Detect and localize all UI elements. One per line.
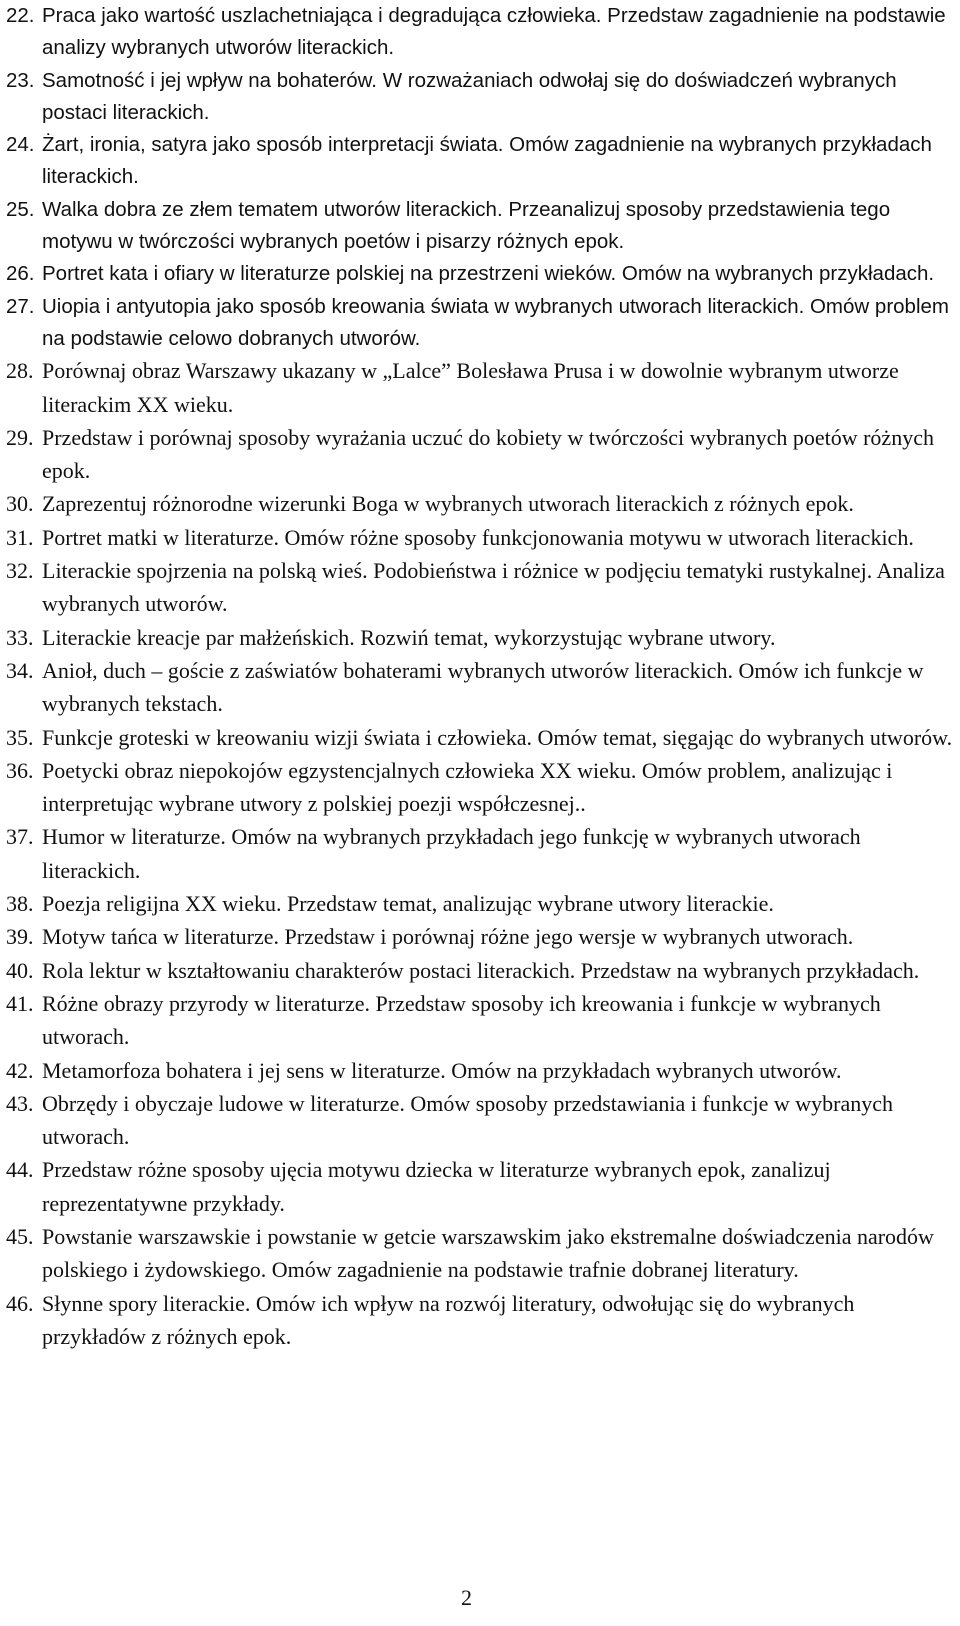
topic-text: Samotność i jej wpływ na bohaterów. W rozważaniach odwołaj się do doświadczeń wybranych postaci literackich. — [42, 68, 897, 124]
topic-text: Obrzędy i obyczaje ludowe w literaturze. Omów sposoby przedstawiania i funkcje w wybranych utworach. — [42, 1090, 893, 1150]
topic-text: Żart, ironia, satyra jako sposób interpretacji świata. Omów zagadnienie na wybranych przykładach literackich. — [42, 133, 932, 189]
topic-item — [6, 989, 954, 1056]
topic-item — [6, 423, 954, 490]
topic-number: 29. — [6, 424, 34, 450]
topic-number: 42. — [6, 1057, 34, 1083]
topic-item — [6, 1056, 954, 1089]
topic-text: Portret matki w literaturze. Omów różne sposoby funkcjonowania motywu w utworach literackich. — [42, 524, 914, 550]
topic-text: Literackie kreacje par małżeńskich. Rozwiń temat, wykorzystując wybrane utwory. — [42, 624, 776, 650]
topic-number: 33. — [6, 624, 34, 650]
topic-text: Portret kata i ofiary w literaturze polskiej na przestrzeni wieków. Omów na wybranych przykładach. — [42, 262, 935, 286]
topic-text: Funkcje groteski w kreowaniu wizji świata i człowieka. Omów temat, sięgając do wybranych utworów. — [42, 724, 953, 750]
topic-number: 38. — [6, 891, 34, 917]
topic-number: 40. — [6, 957, 34, 983]
topic-item — [6, 1155, 954, 1222]
topic-item — [6, 1089, 954, 1156]
topic-text: Poezja religijna XX wieku. Przedstaw temat, analizując wybrane utwory literackie. — [42, 891, 774, 917]
topic-number: 35. — [6, 724, 34, 750]
topic-item — [6, 756, 954, 823]
topic-number: 25. — [6, 197, 35, 221]
topic-number: 26. — [6, 262, 35, 286]
topic-number: 44. — [6, 1157, 34, 1183]
topic-text: Metamorfoza bohatera i jej sens w literaturze. Omów na przykładach wybranych utworów. — [42, 1057, 842, 1083]
topic-number: 46. — [6, 1290, 34, 1316]
topic-text: Przedstaw różne sposoby ujęcia motywu dziecka w literaturze wybranych epok, zanalizuj reprezentatywne przykłady. — [42, 1157, 831, 1216]
topic-number: 41. — [6, 990, 34, 1016]
topic-number: 43. — [6, 1090, 34, 1116]
topic-text: Słynne spory literackie. Omów ich wpływ na rozwój literatury, odwołując się do wybranych przykładów z różnych epok. — [42, 1290, 855, 1349]
topic-item — [6, 822, 954, 889]
topic-item — [6, 889, 954, 922]
topic-text: Literackie spojrzenia na polską wieś. Podobieństwa i różnice w podjęciu tematyki rustykalnej. Analiza wybranych utworów. — [42, 558, 945, 617]
topic-item — [6, 259, 954, 291]
topic-text: Powstanie warszawskie i powstanie w getcie warszawskim jako ekstremalne doświadczenia narodów polskiego i żydowskiego. Omów zagadnienie na podstawie trafnie dobranej literatury. — [42, 1223, 934, 1283]
topic-text: Motyw tańca w literaturze. Przedstaw i porównaj różne jego wersje w wybranych utworach. — [42, 924, 854, 950]
topic-item — [6, 723, 954, 756]
topic-number: 27. — [6, 294, 35, 318]
topic-number: 23. — [6, 68, 35, 92]
topic-text: Humor w literaturze. Omów na wybranych przykładach jego funkcję w wybranych utworach literackich. — [42, 824, 861, 883]
topic-list — [6, 1, 954, 1355]
topic-item — [6, 922, 954, 955]
topic-text: Uiopia i antyutopia jako sposób kreowania świata w wybranych utworach literackich. Omów problem na podstawie celowo dobranych utworów. — [42, 294, 949, 350]
topic-text: Walka dobra ze złem tematem utworów literackich. Przeanalizuj sposoby przedstawienia tego motywu w twórczości wybranych poetów i pisarzy różnych epok. — [42, 197, 891, 254]
topic-text: Przedstaw i porównaj sposoby wyrażania uczuć do kobiety w twórczości wybranych poetów różnych epok. — [42, 424, 934, 484]
topic-item — [6, 1222, 954, 1289]
topic-item — [6, 1, 954, 66]
page-number: 2 — [461, 1585, 472, 1610]
topic-number: 31. — [6, 524, 34, 550]
topic-item — [6, 523, 954, 556]
topic-item — [6, 489, 954, 522]
topic-text: Praca jako wartość uszlachetniająca i degradująca człowieka. Przedstaw zagadnienie na podstawie analizy wybranych utworów literackich. — [42, 4, 946, 60]
topic-number: 22. — [6, 4, 35, 27]
topic-number: 34. — [6, 657, 34, 683]
topic-item — [6, 623, 954, 656]
topic-item — [6, 1289, 954, 1356]
topic-number: 36. — [6, 757, 34, 783]
topic-item — [6, 656, 954, 723]
topic-text: Różne obrazy przyrody w literaturze. Przedstaw sposoby ich kreowania i funkcje w wybranych utworach. — [42, 990, 881, 1050]
topic-number: 28. — [6, 358, 34, 384]
topic-number: 39. — [6, 924, 34, 950]
topic-text: Anioł, duch – goście z zaświatów bohaterami wybranych utworów literackich. Omów ich funkcje w wybranych tekstach. — [42, 657, 924, 717]
topic-item — [6, 956, 954, 989]
topic-number: 45. — [6, 1223, 34, 1249]
topic-number: 24. — [6, 133, 35, 157]
topic-text: Rola lektur w kształtowaniu charakterów postaci literackich. Przedstaw na wybranych przykładach. — [42, 957, 920, 983]
topic-text: Porównaj obraz Warszawy ukazany w „Lalce” Bolesława Prusa i w dowolnie wybranym utworze literackim XX wieku. — [42, 358, 899, 417]
topic-item — [6, 556, 954, 623]
topic-item — [6, 66, 954, 131]
topic-item — [6, 130, 954, 195]
topic-text: Poetycki obraz niepokojów egzystencjalnych człowieka XX wieku. Omów problem, analizując i interpretując wybrane utwory z polskiej poezji współczesnej.. — [42, 757, 893, 817]
topic-number: 32. — [6, 558, 34, 584]
topic-number: 30. — [6, 491, 34, 517]
topic-item — [6, 356, 954, 423]
topic-item — [6, 292, 954, 357]
topic-text: Zaprezentuj różnorodne wizerunki Boga w wybranych utworach literackich z różnych epok. — [42, 491, 854, 517]
topic-number: 37. — [6, 824, 34, 850]
topic-item — [6, 195, 954, 260]
